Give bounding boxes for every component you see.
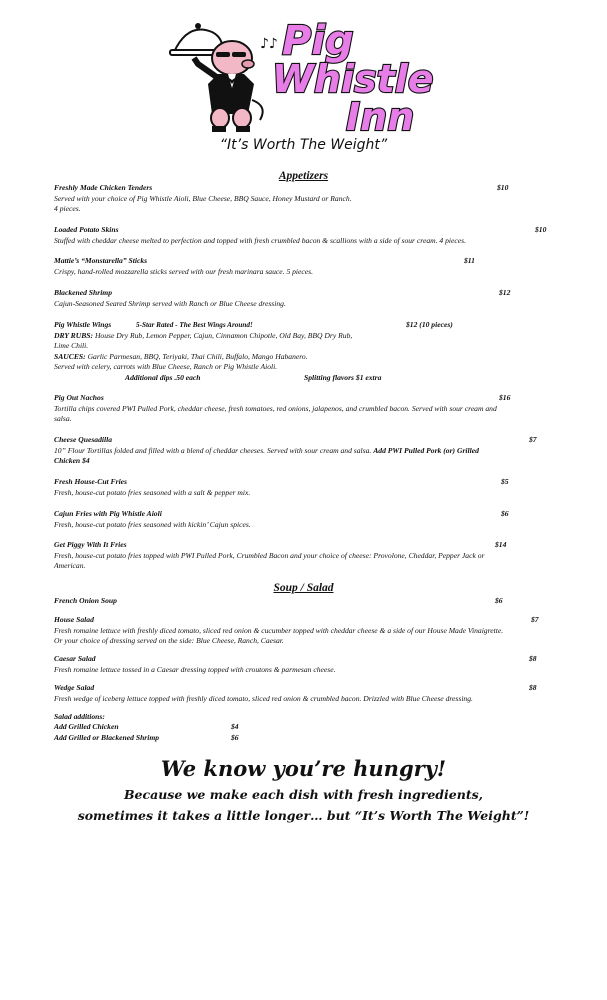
closing-line-1: Because we make each dish with fresh ingredients, [123, 787, 483, 802]
menu-item-house-cut-fries [54, 477, 554, 498]
item-description: Crispy, hand-rolled mozzarella sticks served with our fresh marinara sauce. 5 pieces. [54, 266, 314, 276]
item-name: Loaded Potato Skins [54, 225, 119, 234]
menu-item-get-piggy-fries [54, 540, 554, 572]
appetizers-heading: Appetizers [278, 170, 329, 182]
salad-addition-chicken: Add Grilled Chicken [54, 722, 119, 731]
item-description: Fresh, house-cut potato fries seasoned with a salt & pepper mix. [54, 487, 251, 497]
salad-addition-chicken-price: $4 [231, 722, 239, 731]
logo-word-whistle: Whistle [272, 57, 434, 101]
item-description: 10” Flour Tortillas folded and filled with a blend of cheddar cheeses. Served with sour cream and salsa. [54, 445, 372, 455]
salad-addition-shrimp: Add Grilled or Blackened Shrimp [54, 733, 160, 742]
menu-item-chicken-tenders [54, 183, 554, 215]
item-description: Fresh romaine lettuce tossed in a Caesar dressing topped with croutons & parmesan cheese. [54, 664, 336, 674]
menu-item-wedge-salad [54, 683, 554, 704]
item-name: Fresh House-Cut Fries [54, 477, 128, 486]
item-description: Fresh, house-cut potato fries seasoned with kickin’ Cajun spices. [54, 519, 251, 529]
item-description-2: Or your choice of dressing served on the side: Blue Cheese, Ranch, Caesar. [54, 636, 284, 645]
item-name: Wedge Salad [54, 683, 95, 692]
item-name: House Salad [54, 615, 94, 624]
menu-item-blackened-shrimp [54, 288, 554, 309]
menu-item-cajun-fries [54, 509, 554, 530]
item-price: $6 [495, 596, 503, 605]
item-price: $11 [464, 256, 475, 265]
dry-rubs-list-2: Lime Chili. [54, 341, 89, 350]
svg-text:♪♪: ♪♪ [260, 36, 278, 52]
item-price: $16 [499, 393, 511, 402]
item-price: $7 [529, 435, 537, 444]
item-price: $12 (10 pieces) [406, 320, 453, 329]
menu-item-cheese-quesadilla [54, 435, 554, 467]
additional-dips: Additional dips .50 each [125, 372, 201, 382]
menu-item-caesar-salad [54, 654, 554, 675]
item-description: Stuffed with cheddar cheese melted to perfection and topped with fresh crumbled bacon & scallions with a side of sour cream. 4 pieces. [54, 235, 466, 245]
menu-item-french-onion-soup [54, 596, 554, 607]
quesadilla-addon-2: Chicken [54, 456, 81, 465]
sauces-label: SAUCES: [54, 351, 86, 361]
item-name: Pig Whistle Wings [54, 320, 112, 329]
menu-item-monstarella-sticks [54, 256, 554, 277]
item-description: Fresh romaine lettuce with freshly diced tomato, sliced red onion & cucumber topped with cheddar cheese & a side of our House Made Vinaigrette. [54, 625, 504, 635]
item-price: $12 [499, 288, 511, 297]
item-description-2: American. [54, 561, 86, 570]
salad-additions-label: Salad additions: [54, 712, 105, 721]
menu-item-pig-whistle-wings [54, 320, 554, 383]
item-description: Served with your choice of Pig Whistle Aioli, Blue Cheese, BBQ Sauce, Honey Mustard or Ranch. [54, 193, 352, 203]
item-name: Caesar Salad [54, 654, 96, 663]
item-price: $8 [529, 654, 537, 663]
soup-salad-heading: Soup / Salad [273, 582, 334, 594]
logo-word-pig: Pig [282, 18, 354, 64]
item-name: French Onion Soup [54, 596, 117, 605]
dry-rubs-list: House Dry Rub, Lemon Pepper, Cajun, Cinnamon Chipotle, Old Bay, BBQ Dry Rub, [94, 330, 353, 340]
item-price: $7 [531, 615, 539, 624]
quesadilla-addon-price: $4 [82, 456, 90, 465]
quesadilla-addon: Add PWI Pulled Pork (or) Grilled [373, 445, 479, 455]
item-name: Freshly Made Chicken Tenders [54, 183, 153, 192]
salad-addition-shrimp-price: $6 [231, 733, 239, 742]
item-price: $10 [497, 183, 509, 192]
menu-item-pig-out-nachos [54, 393, 554, 425]
wings-rating: 5-Star Rated - The Best Wings Around! [136, 321, 253, 329]
item-price: $5 [501, 477, 509, 486]
sauces-list: Garlic Parmesan, BBQ, Teriyaki, Thai Chili, Buffalo, Mango Habanero. [87, 351, 308, 361]
item-name: Pig Out Nachos [54, 393, 104, 402]
wings-served-with: Served with celery, carrots with Blue Cheese, Ranch or Pig Whistle Aioli. [54, 362, 278, 371]
menu-item-house-salad [54, 615, 554, 647]
item-price: $10 [535, 225, 547, 234]
item-name: Cheese Quesadilla [54, 435, 113, 444]
pig-whistle-inn-logo [168, 14, 438, 136]
dry-rubs-label: DRY RUBS: [54, 330, 94, 340]
item-description: Fresh, house-cut potato fries topped with PWI Pulled Pork, Crumbled Bacon and your choice of cheese: Provolone, Cheddar, Pepper Jack or [54, 550, 485, 560]
logo-word-inn: Inn [346, 95, 415, 136]
item-name: Blackened Shrimp [54, 288, 113, 297]
closing-line-2: sometimes it takes a little longer… but “It’s Worth The Weight”! [77, 808, 530, 823]
item-price: $14 [495, 540, 507, 549]
item-price: $6 [501, 509, 509, 518]
tagline: “It’s Worth The Weight” [219, 137, 388, 153]
item-description-2: salsa. [54, 414, 72, 423]
item-name: Get Piggy With It Fries [54, 540, 127, 549]
closing-headline: We know you’re hungry! [160, 756, 447, 781]
item-description: Fresh wedge of iceberg lettuce topped with freshly diced tomato, sliced red onion & crumbled bacon. Drizzled with Blue Cheese dressing. [54, 693, 473, 703]
splitting-flavors: Splitting flavors $1 extra [304, 372, 382, 382]
item-description: Tortilla chips covered PWI Pulled Pork, cheddar cheese, fresh tomatoes, red onions, jalapenos, and crumbled bacon. Served with sour cream and [54, 403, 497, 413]
item-description: Cajun-Seasoned Seared Shrimp served with Ranch or Blue Cheese dressing. [54, 298, 286, 308]
item-name: Cajun Fries with Pig Whistle Aioli [54, 509, 162, 518]
item-name: Mattie’s “Monstarella” Sticks [54, 256, 148, 265]
item-price: $8 [529, 683, 537, 692]
menu-item-potato-skins [54, 225, 554, 246]
item-description-2: 4 pieces. [54, 204, 81, 213]
